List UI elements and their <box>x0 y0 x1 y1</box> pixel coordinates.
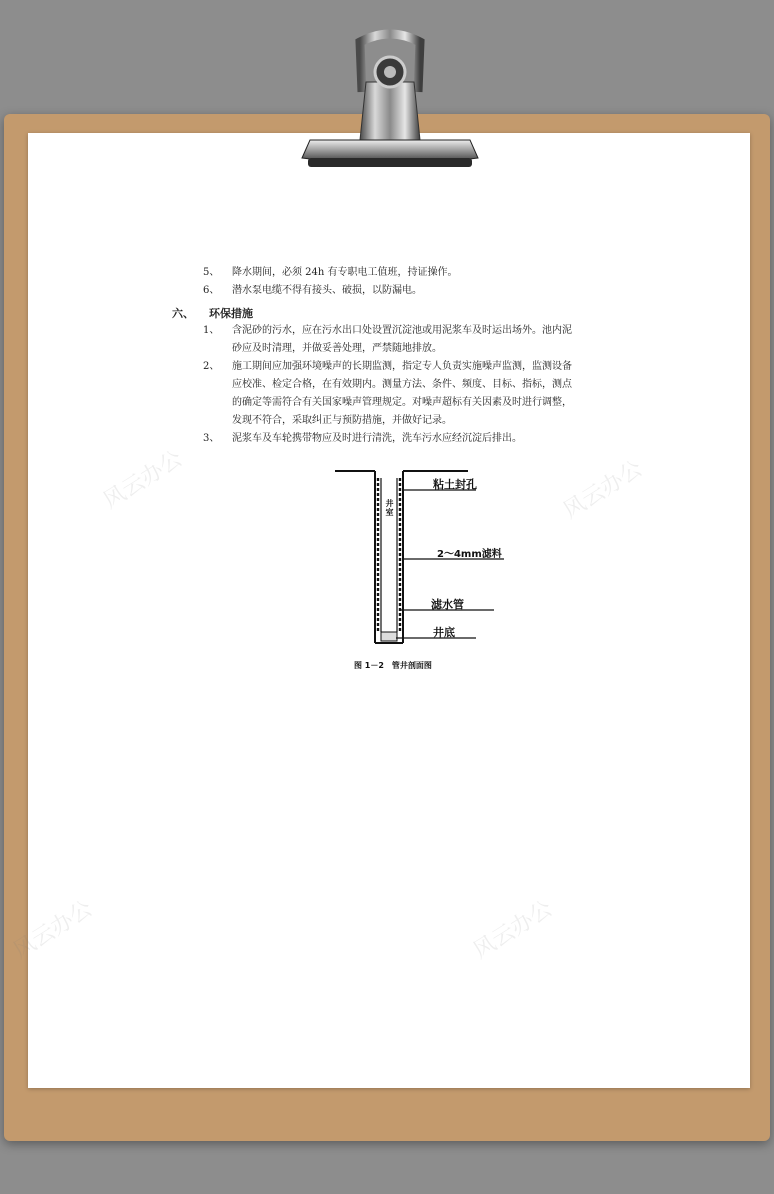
env-item-1-line-1: 含泥砂的污水，应在污水出口处设置沉淀池或用泥浆车及时运出场外。池内泥 <box>232 325 572 336</box>
section-title: 环保措施 <box>209 307 253 320</box>
watermark-3: 风云办公 <box>9 896 98 965</box>
section-number: 六、 <box>172 307 194 320</box>
figure-caption: 图 1－2 管井剖面图 <box>354 661 432 670</box>
watermark-1: 风云办公 <box>99 446 188 515</box>
env-item-3-number: 3、 <box>203 433 220 444</box>
filter-material-label: 2～4mm滤料 <box>437 549 502 560</box>
env-item-1-number: 1、 <box>203 325 220 336</box>
env-item-2-line-3: 的确定等需符合有关国家噪声管理规定。对噪声超标有关因素及时进行调整， <box>232 397 572 408</box>
item-6-number: 6、 <box>203 285 220 296</box>
env-item-1-line-2: 砂应及时清理，并做妥善处理，严禁随地排放。 <box>232 343 442 354</box>
well-bottom-label: 井底 <box>433 626 455 639</box>
watermark-4: 风云办公 <box>469 896 558 965</box>
env-item-2-number: 2、 <box>203 361 220 372</box>
well-chamber-label: 井室 <box>385 499 394 517</box>
document-page <box>9 133 750 1088</box>
binder-clip-icon <box>300 30 480 178</box>
env-item-3-line-1: 泥浆车及车轮携带物应及时进行清洗，洗车污水应经沉淀后排出。 <box>232 433 522 444</box>
env-item-2-line-1: 施工期间应加强环境噪声的长期监测，指定专人负责实施噪声监测，监测设备 <box>232 361 572 372</box>
clay-seal-label: 粘土封孔 <box>433 478 477 491</box>
item-6-text: 潜水泵电缆不得有接头、破损，以防漏电。 <box>232 285 422 296</box>
item-5-text: 降水期间，必须 24h 有专职电工值班，持证操作。 <box>232 267 458 278</box>
item-5-number: 5、 <box>203 267 220 278</box>
watermark-2: 风云办公 <box>559 456 648 525</box>
filter-pipe-label: 滤水管 <box>431 598 464 611</box>
env-item-2-line-2: 应校准、检定合格，在有效期内。测量方法、条件、频度、目标、指标，测点 <box>232 379 572 390</box>
env-item-2-line-4: 发现不符合，采取纠正与预防措施，并做好记录。 <box>232 415 452 426</box>
